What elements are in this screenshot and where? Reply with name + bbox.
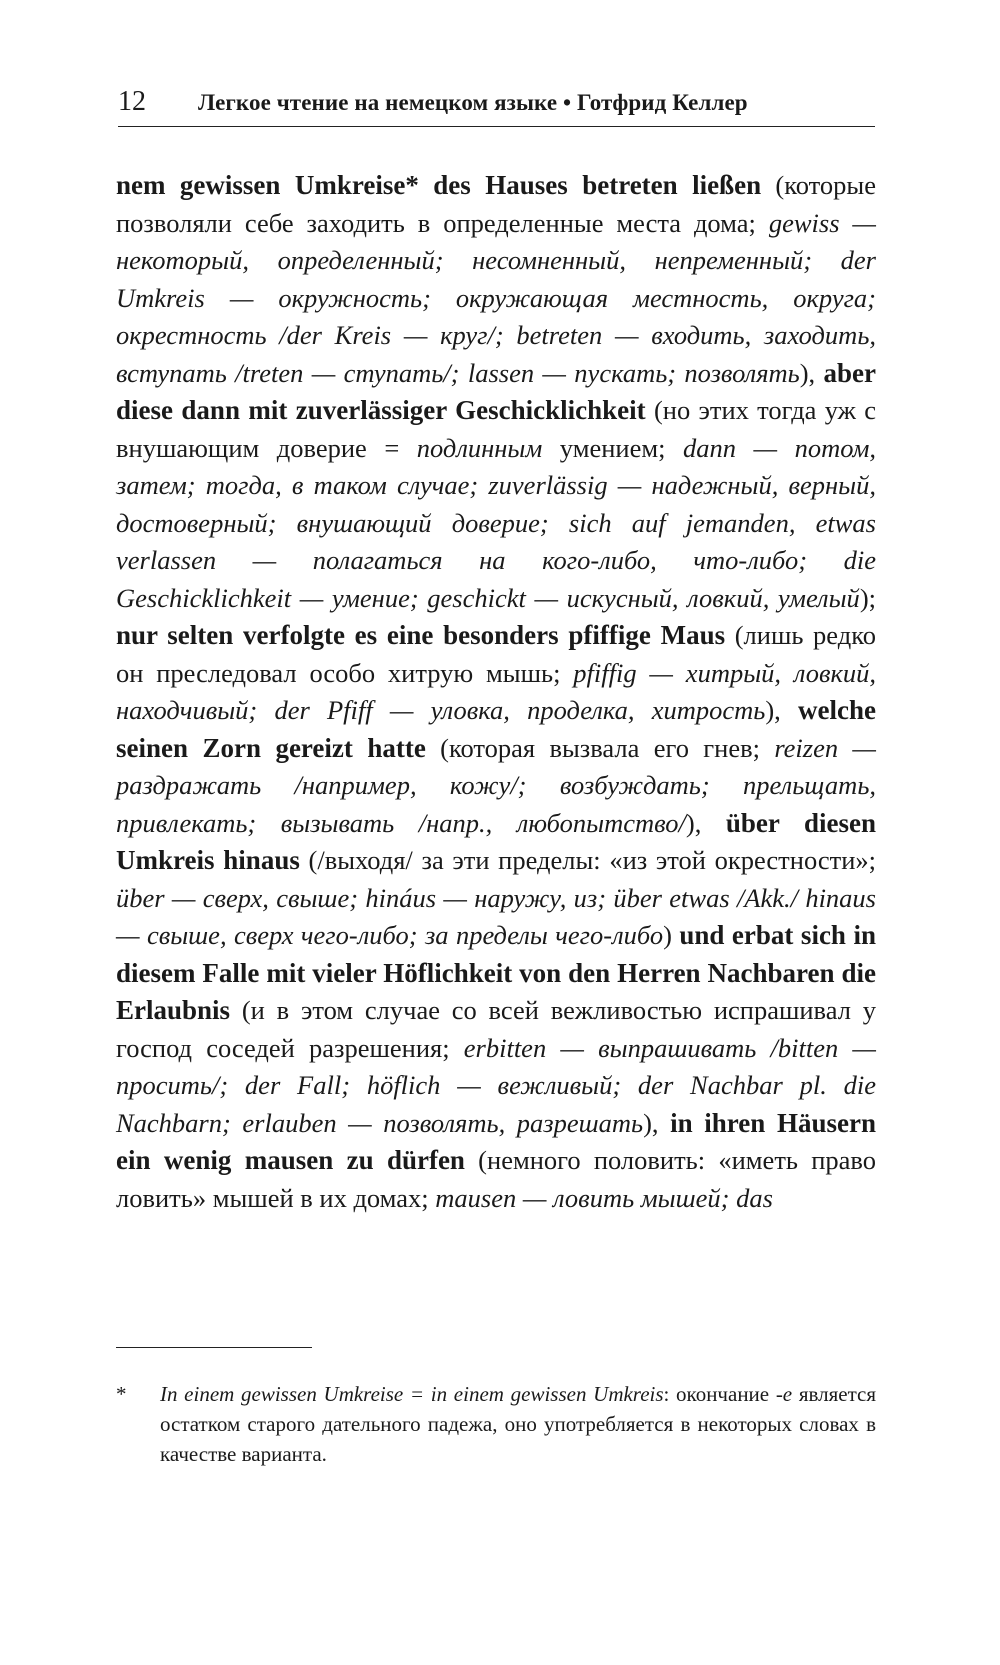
translation: (но этих тогда уж с внушающим доверие = (116, 395, 877, 463)
vocabulary-note: gewiss — некоторый, определенный; несомненный, непременный; der Umkreis — окружность; окружающая местность, округа; окрестность /der Kreis — круг/; betreten — входить, заходить, вступать /treten — ступать/; lassen — пускать; позволять (116, 207, 876, 388)
punctuation: ), (643, 1107, 671, 1138)
running-header (118, 86, 875, 127)
german-phrase: nem gewissen Umkreise* des Hauses betreten ließen (116, 170, 762, 200)
translation: (и в этом случае со всей вежливостью испрашивал у господ соседей разрешения; (116, 995, 876, 1063)
footnote-ending: -е (775, 1382, 793, 1406)
german-phrase: aber diese dann mit zuverlässiger Geschicklichkeit (116, 357, 877, 425)
footnote-mark: * (116, 1382, 127, 1406)
vocabulary-note: dann — потом, затем; тогда, в таком случае; zuverlässig — надежный, верный, достоверный; внушающий доверие; sich auf jemanden, etwas verlassen — полагаться на кого-либо, что-либо; die Geschicklichkeit — умение; geschickt — искусный, ловкий, умелый (116, 432, 876, 613)
vocabulary-note: reizen — раздражать /например, кожу/; возбуждать; прельщать, привлекать; вызывать /напр., любопытство/ (116, 732, 876, 838)
footnote-example: In einem gewissen Umkreise = in einem gewissen Umkreis (160, 1382, 664, 1406)
german-phrase: welche seinen Zorn gereizt hatte (116, 695, 876, 763)
vocabulary-note: pfiffig — хитрый, ловкий, находчивый; der Pfiff — уловка, проделка, хитрость (116, 657, 876, 725)
punctuation: ); (859, 582, 876, 613)
vocabulary-note: mausen — ловить мышей; das (435, 1182, 773, 1213)
german-phrase: über diesen Umkreis hinaus (116, 807, 876, 875)
vocabulary-note: подлинным (416, 432, 543, 463)
footnote-explanation: является остатком старого дательного падежа, оно употребляется в некоторых словах в качестве варианта. (160, 1382, 877, 1466)
german-phrase: und erbat sich in diesem Falle mit vieler Höflichkeit von den Herren Nachbaren die Erlaubnis (116, 920, 876, 1025)
translation: (лишь редко он преследовал особо хитрую мышь; (116, 620, 876, 688)
footnote-divider (116, 1347, 312, 1348)
punctuation: ), (799, 357, 824, 388)
running-title: Легкое чтение на немецком языке • Готфрид Келлер (198, 90, 748, 115)
page-number: 12 (118, 86, 146, 117)
vocabulary-note: erbitten — выпрашивать /bitten — просить/; der Fall; höflich — вежливый; der Nachbar pl. die Nachbarn; erlauben — позволять, разрешать (116, 1032, 876, 1138)
translation: (которые позволяли себе заходить в определенные места дома; (116, 170, 876, 238)
body-paragraph (116, 167, 876, 1217)
footnote-explanation: : окончание (663, 1382, 776, 1406)
punctuation: ) (663, 920, 680, 950)
translation: (немного половить: «иметь право ловить» мышей в их домах; (116, 1145, 876, 1213)
footnote-text (160, 1379, 876, 1469)
german-phrase: in ihren Häusern ein wenig mausen zu dürfen (116, 1107, 876, 1175)
footnote (116, 1379, 876, 1469)
translation: (которая вызвала его гнев; (425, 732, 775, 763)
german-phrase: nur selten verfolgte es eine besonders pfiffige Maus (116, 620, 726, 650)
punctuation: ), (685, 807, 726, 838)
vocabulary-note: über — сверх, свыше; hináus — наружу, из; über etwas /Akk./ hinaus — свыше, сверх чего-либо; за пределы чего-либо (116, 882, 876, 950)
punctuation: ), (765, 695, 799, 725)
translation: умением; (542, 432, 683, 463)
translation: (/выходя/ за эти пределы: «из этой окрестности»; (299, 845, 876, 875)
